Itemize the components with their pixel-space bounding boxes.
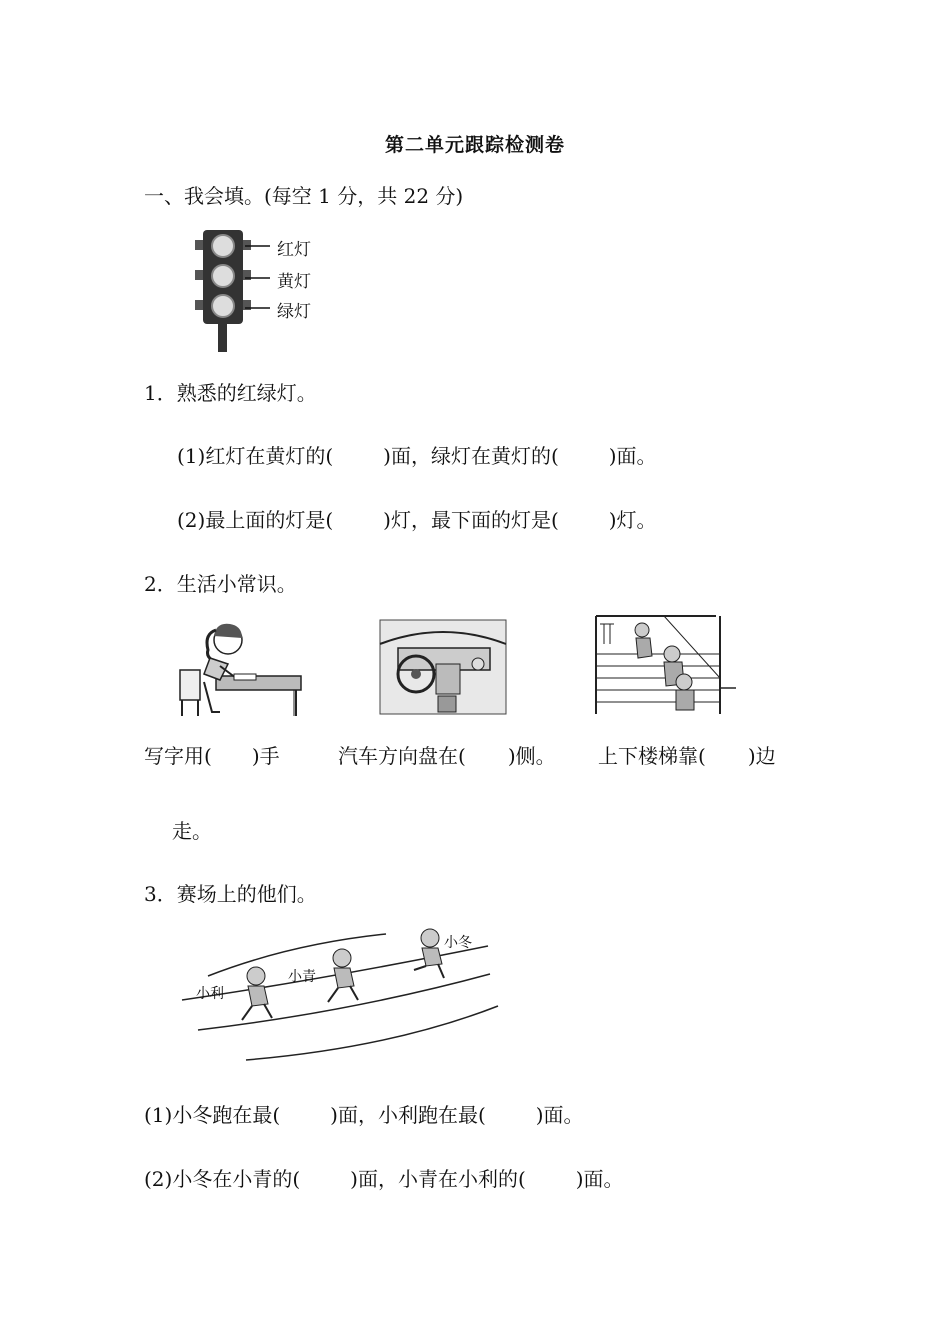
question-2-item-1: 写字用( )手 xyxy=(144,744,280,768)
red-light xyxy=(212,235,234,257)
stairs-illustration xyxy=(594,614,740,718)
label-xiaodong: 小冬 xyxy=(444,935,472,951)
question-1-sub-2: (2)最上面的灯是( )灯，最下面的灯是( )灯。 xyxy=(177,508,657,532)
question-3-heading: 3．赛场上的他们。 xyxy=(144,882,317,906)
green-light xyxy=(212,295,234,317)
question-3-sub-1: (1)小冬跑在最( )面，小利跑在最( )面。 xyxy=(144,1103,584,1127)
question-2-item-3: 上下楼梯靠( )边 xyxy=(598,744,776,768)
question-2-heading: 2．生活小常识。 xyxy=(144,572,297,596)
yellow-light xyxy=(212,265,234,287)
label-xiaoli: 小利 xyxy=(196,986,224,1002)
car-dashboard-illustration xyxy=(378,616,508,716)
question-1-sub-1: (1)红灯在黄灯的( )面，绿灯在黄灯的( )面。 xyxy=(177,444,657,468)
runner-xiaoqing xyxy=(333,949,351,967)
question-2-item-2: 汽车方向盘在( )侧。 xyxy=(338,744,556,768)
page-title: 第二单元跟踪检测卷 xyxy=(384,134,565,156)
girl-writing-illustration xyxy=(176,616,306,718)
label-xiaoqing: 小青 xyxy=(288,969,316,985)
runner-xiaodong xyxy=(421,929,439,947)
label-green-light: 绿灯 xyxy=(277,302,311,322)
label-red-light: 红灯 xyxy=(277,240,311,260)
question-1-heading: 1．熟悉的红绿灯。 xyxy=(144,381,317,405)
label-yellow-light: 黄灯 xyxy=(277,272,311,292)
question-3-sub-2: (2)小冬在小青的( )面，小青在小利的( )面。 xyxy=(144,1167,624,1191)
runner-xiaoli xyxy=(247,967,265,985)
question-2-continuation: 走。 xyxy=(172,819,212,843)
section-heading: 一、我会填。(每空 1 分，共 22 分) xyxy=(144,184,464,208)
